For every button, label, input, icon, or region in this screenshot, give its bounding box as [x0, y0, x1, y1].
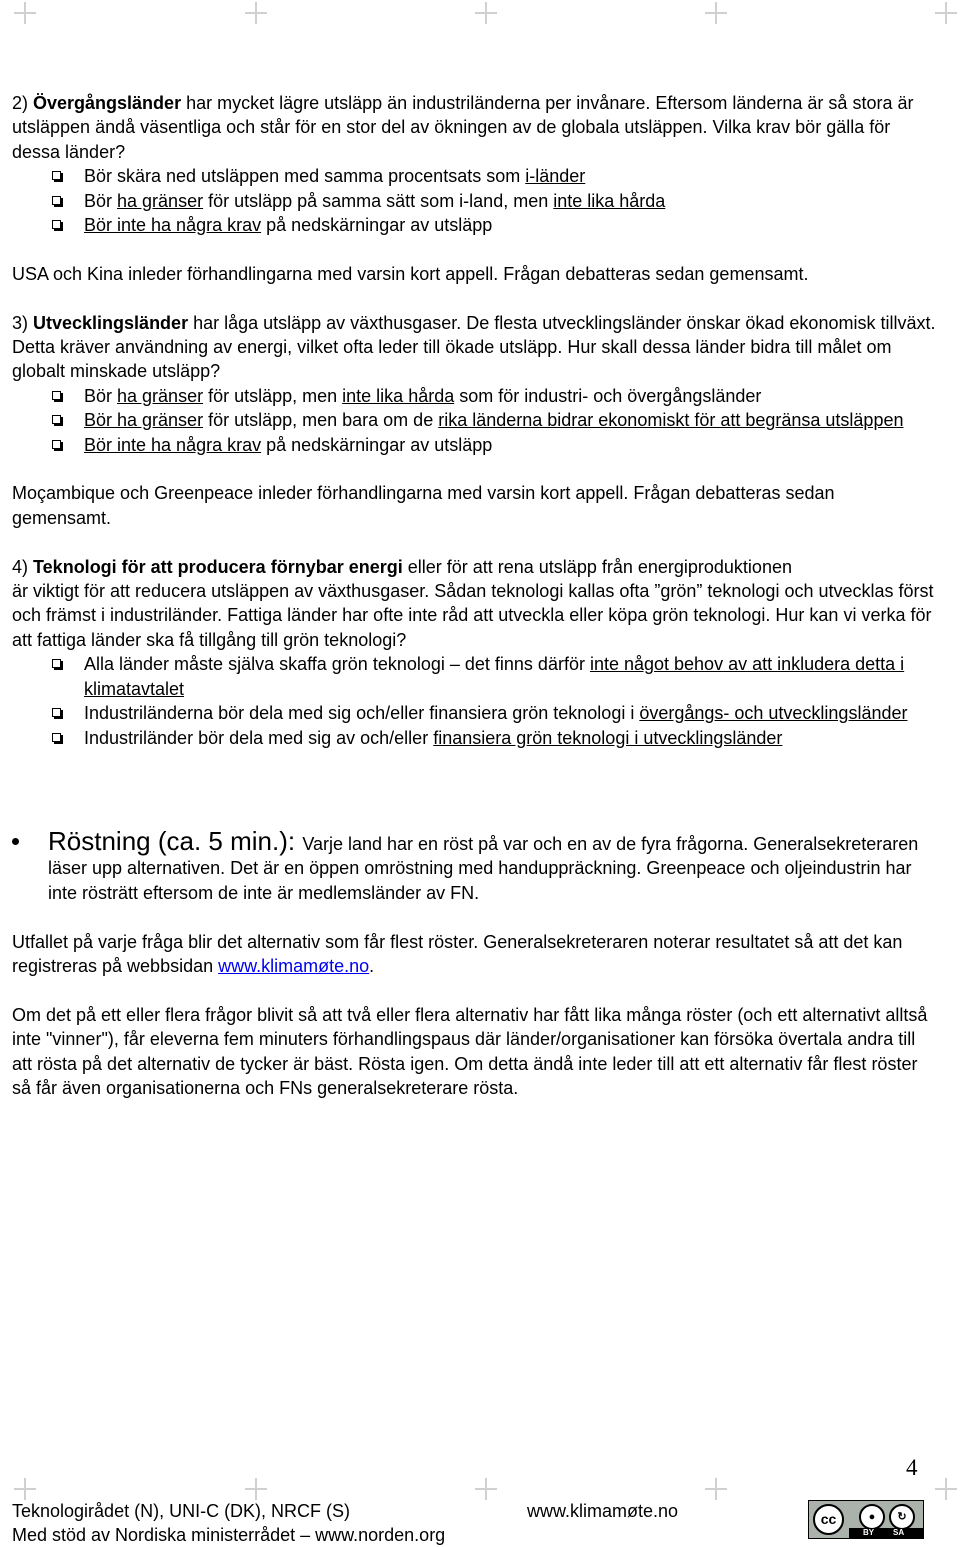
checkbox-icon: [52, 171, 61, 180]
checkbox-icon: [52, 659, 61, 668]
footer-support: Med stöd av Nordiska ministerrådet – www.norden.org: [12, 1525, 446, 1545]
section4-option-1: Alla länder måste själva skaffa grön teknologi – det finns därför inte något behov av att inkludera detta i klimatavtalet: [12, 652, 937, 701]
checkbox-icon: [52, 220, 61, 229]
voting-text: Varje land har en röst på var och en av de fyra frågorna. Generalsekreteraren läser upp alternativen. Det är en öppen omröstning med handuppräckning. Greenpeace och oljeindustrin har inte rösträtt eftersom de inte är medlemsländer av FN.: [48, 834, 919, 903]
section2-title: Övergångsländer: [33, 93, 182, 113]
section4-intro-cont: är viktigt för att reducera utsläppen av växthusgaser. Sådan teknologi kallas ofta ”grön” teknologi och utvecklas först och främst i industriländer. Fattiga länder har ofte inte råd att utveckla eller köpa grön teknologi. Hur kan vi verka för att fattiga länder ska få tillgång till grön teknologi?: [12, 581, 934, 650]
section2-intro: 2) Övergångsländer har mycket lägre utsläpp än industriländerna per invånare. Eftersom länderna är så stora är utsläppen ändå väsentliga och står för en stor del av ökningen av de globala utsläppen. Vilka krav bör gälla för dessa länder?: [12, 93, 914, 162]
section4-intro: 4) Teknologi för att producera förnybar energi eller för att rena utsläpp från energiproduktionen: [12, 556, 792, 577]
checkbox-icon: [52, 733, 61, 742]
cc-by-label: BY: [863, 1528, 875, 1537]
cc-logo-icon: cc: [813, 1504, 844, 1535]
voting-section: [12, 826, 937, 905]
checkbox-icon: [52, 391, 61, 400]
checkbox-icon: [52, 708, 61, 717]
bullet-icon: [12, 838, 19, 845]
voting-heading: Röstning (ca. 5 min.):: [48, 826, 303, 857]
registration-mark-top-3: [475, 2, 497, 24]
klimamote-link[interactable]: www.klimamøte.no: [218, 956, 370, 977]
cc-sa-label: SA: [893, 1528, 905, 1537]
section3-option-2: Bör ha gränser för utsläpp, men bara om de rika länderna bidrar ekonomiskt för att begränsa utsläppen: [12, 408, 937, 432]
voting-outcome: Utfallet på varje fråga blir det alternativ som får flest röster. Generalsekreteraren noterar resultatet så att det kan registreras på webbsidan www.klimamøte.no.: [12, 931, 903, 977]
section4-option-3: Industriländer bör dela med sig av och/eller finansiera grön teknologi i utvecklingsländer: [12, 726, 937, 750]
page-number: 4: [906, 1455, 918, 1480]
voting-tie-rule: Om det på ett eller flera frågor blivit så att två eller flera alternativ har fått lika många röster (och ett alternativt alltså inte "vinner"), får eleverna fem minuters förhandlingspaus där länder/organisationer kan försöka övertala andra till att rösta på det alternativ de tycker är bäst. Rösta igen. Om detta ändå inte leder till att ett alternativ får flest röster så får även organisationerna och FNs generalsekreterare rösta.: [12, 1004, 928, 1099]
registration-mark-top-5: [935, 2, 957, 24]
registration-mark-bottom-4: [705, 1478, 727, 1500]
section3-option-1: Bör ha gränser för utsläpp, men inte lika hårda som för industri- och övergångsländer: [12, 384, 937, 408]
section2-option-3: Bör inte ha några krav på nedskärningar av utsläpp: [12, 213, 937, 237]
footer-website: www.klimamøte.no: [527, 1501, 679, 1521]
person-icon: ●: [859, 1504, 885, 1530]
registration-mark-bottom-5: [935, 1478, 957, 1500]
section2-option-1: Bör skära ned utsläppen med samma procentsats som i-länder: [12, 164, 937, 188]
checkbox-icon: [52, 196, 61, 205]
cc-by-sa-license-icon: [808, 1500, 924, 1539]
registration-mark-top-2: [245, 2, 267, 24]
checkbox-icon: [52, 440, 61, 449]
registration-mark-top-4: [705, 2, 727, 24]
section2-options: [12, 164, 937, 237]
footer-partners: Teknologirådet (N), UNI-C (DK), NRCF (S): [12, 1501, 351, 1521]
section4-title: Teknologi för att producera förnybar energi: [33, 556, 403, 577]
section4-options: [12, 652, 937, 750]
section3-options: [12, 384, 937, 457]
section2-note: USA och Kina inleder förhandlingarna med varsin kort appell. Frågan debatteras sedan gemensamt.: [12, 263, 809, 284]
share-alike-icon: ↻: [889, 1504, 915, 1530]
checkbox-icon: [52, 415, 61, 424]
section3-note: Moçambique och Greenpeace inleder förhandlingarna med varsin kort appell. Frågan debatteras sedan gemensamt.: [12, 483, 835, 528]
section4-option-2: Industriländerna bör dela med sig och/eller finansiera grön teknologi i övergångs- och utvecklingsländer: [12, 701, 937, 725]
section2-option-2: Bör ha gränser för utsläpp på samma sätt som i-land, men inte lika hårda: [12, 189, 937, 213]
cc-label-strip: [849, 1528, 923, 1538]
registration-mark-bottom-3: [475, 1478, 497, 1500]
section3-title: Utvecklingsländer: [33, 312, 189, 333]
registration-mark-top-1: [14, 2, 36, 24]
registration-mark-bottom-2: [245, 1478, 267, 1500]
document-body: [12, 91, 937, 1101]
section3-option-3: Bör inte ha några krav på nedskärningar av utsläpp: [12, 433, 937, 457]
section3-intro: 3) Utvecklingsländer har låga utsläpp av växthusgaser. De flesta utvecklingsländer önskar ökad ekonomisk tillväxt. Detta kräver användning av energi, vilket ofta leder till ökade utsläpp. Hur skall dessa länder bidra till målet om globalt minskade utsläpp?: [12, 312, 936, 382]
registration-mark-bottom-1: [14, 1478, 36, 1500]
